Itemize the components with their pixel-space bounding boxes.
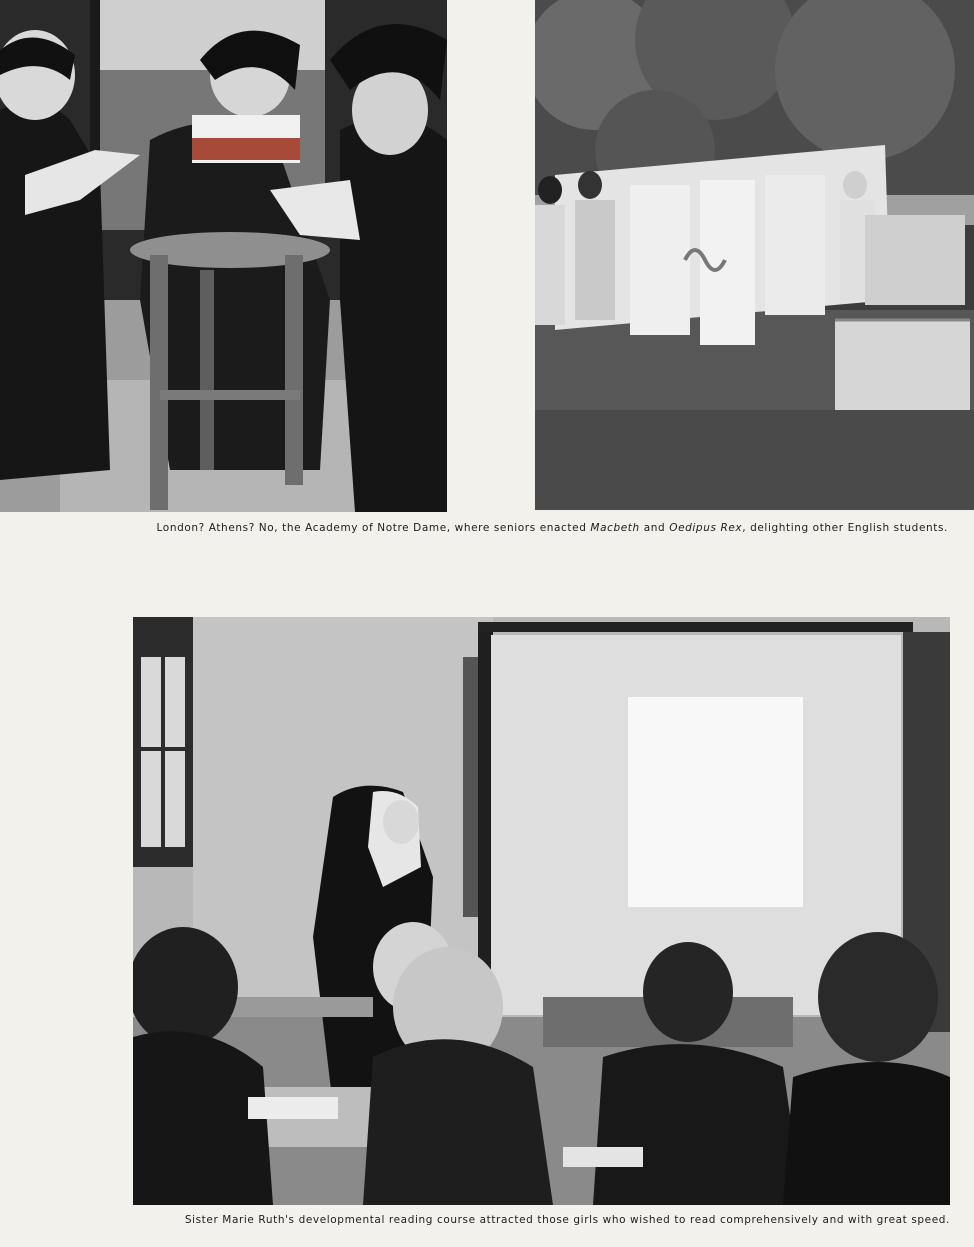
caption-bottom: Sister Marie Ruth's developmental reading course attracted those girls who wished to read comprehensively and with great speed.: [184, 1214, 950, 1226]
photo-classroom-projector: [133, 617, 950, 1205]
photo-outdoor-performance: [535, 0, 974, 510]
caption-top: London? Athens? No, the Academy of Notre Dame, where seniors enacted Macbeth and Oedipus Rex, delighting other English students.: [156, 522, 948, 534]
photo-students-reading: [0, 0, 447, 512]
